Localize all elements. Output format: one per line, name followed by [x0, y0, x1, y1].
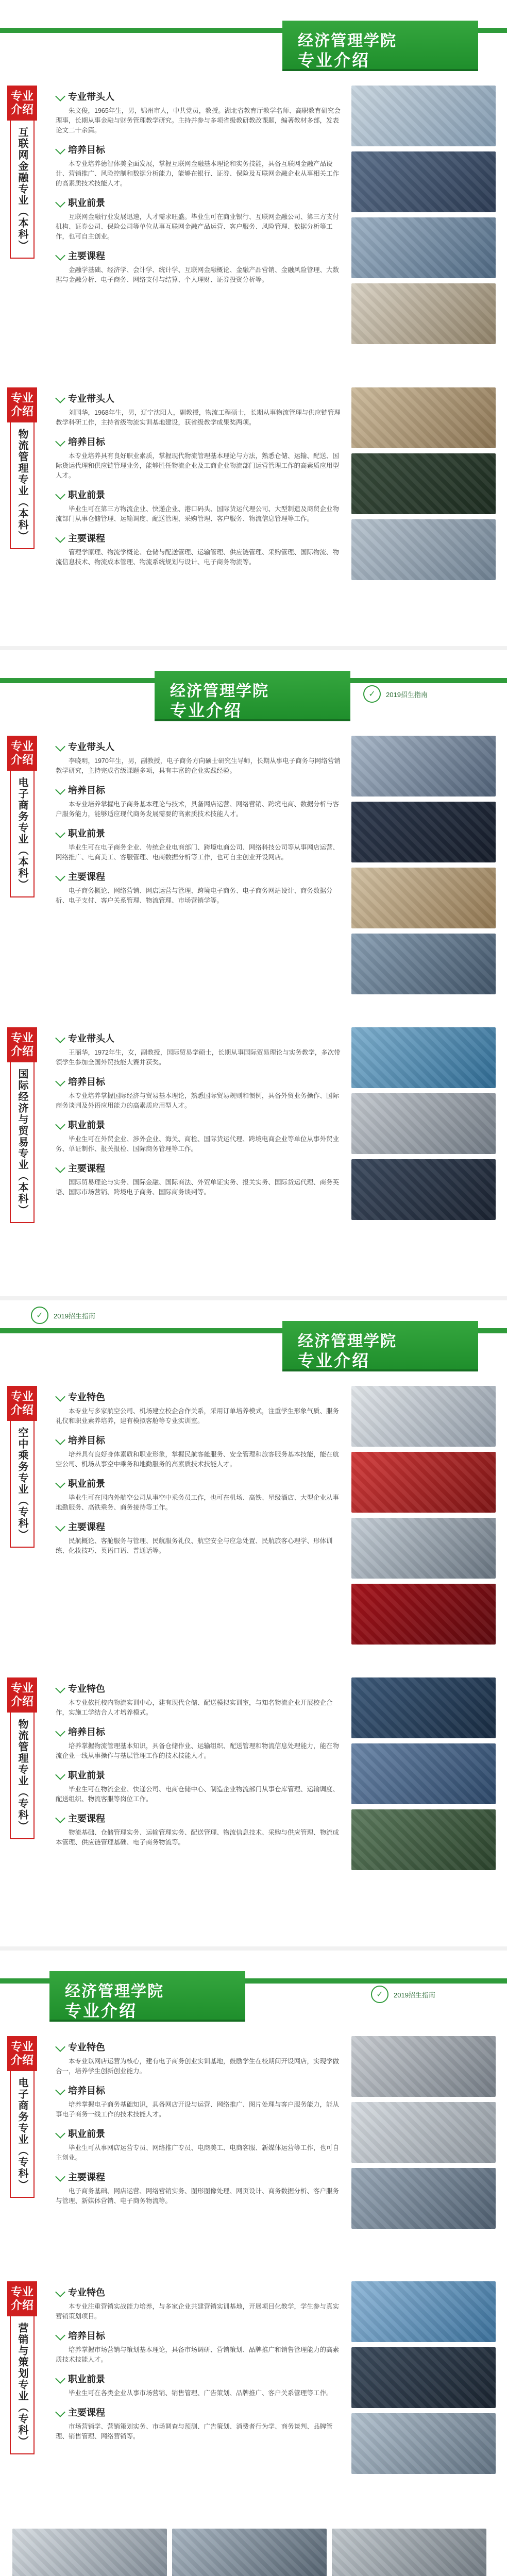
- footer-photo-row: [0, 2529, 507, 2576]
- major-content: [56, 740, 344, 906]
- subsection-header: [56, 2040, 344, 2054]
- photo: [351, 736, 496, 796]
- arrow-icon: [55, 828, 65, 838]
- subsection-header: [56, 1725, 344, 1738]
- photo-column: [351, 1027, 496, 1220]
- logo-text: 2019招生指南: [394, 1991, 435, 1999]
- subsection-text: 民航概论、客舱服务与管理、民航服务礼仪、航空安全与应急处置、民航旅客心理学、形体训练、化妆技巧、英语口语、普通话等。: [56, 1537, 333, 1554]
- subsection-header: [56, 2372, 344, 2385]
- banner: [0, 0, 507, 77]
- photo-column: [351, 1677, 496, 1870]
- tag-label: 专业介绍: [7, 1386, 37, 1421]
- subsection-title: 培养目标: [68, 145, 105, 155]
- subsection-text: 本专业依托校内物流实训中心，建有现代仓储、配送模拟实训室，与知名物流企业开展校企合作，实施工学结合人才培养模式。: [56, 1699, 333, 1716]
- subsection-text: 毕业生可从事网店运营专员、网络推广专员、电商美工、电商客服、新媒体运营等工作，也可自主创业。: [56, 2144, 340, 2161]
- arrow-icon: [55, 436, 65, 447]
- arrow-icon: [55, 1435, 65, 1445]
- subsection-header: [56, 783, 344, 796]
- major-tag: [7, 387, 37, 549]
- photo: [351, 2102, 496, 2163]
- arrow-icon: [55, 1120, 65, 1130]
- major-content: [56, 392, 344, 567]
- logo: [371, 1986, 435, 2003]
- banner-title-box: [49, 1971, 245, 2020]
- photo: [351, 1452, 496, 1513]
- banner: [0, 1300, 507, 1378]
- tag-label: 专业介绍: [7, 86, 37, 121]
- subsection-title: 职业前景: [68, 828, 105, 839]
- logo: [363, 685, 428, 703]
- subsection-text: 物流基础、仓储管理实务、运输管理实务、配送管理、物流信息技术、采购与供应管理、物流成本管理、供应链管理基础、电子商务物流等。: [56, 1829, 340, 1846]
- subsection-header: [56, 531, 344, 545]
- tag-label: 专业介绍: [7, 2281, 37, 2316]
- photo: [351, 2168, 496, 2229]
- arrow-icon: [55, 1076, 65, 1087]
- major-tag: [7, 736, 37, 897]
- photo: [351, 1386, 496, 1447]
- major-content: [56, 90, 344, 285]
- college-name: 经济管理学院: [298, 32, 397, 49]
- photo: [351, 802, 496, 862]
- photo: [351, 217, 496, 278]
- subsection-header: [56, 249, 344, 262]
- logo-text: 2019招生指南: [386, 690, 428, 699]
- subsection-title: 职业前景: [68, 2374, 105, 2384]
- photo-column: [351, 387, 496, 580]
- logo: [31, 1307, 95, 1324]
- photo: [351, 283, 496, 344]
- logo-icon: ✓: [363, 685, 381, 703]
- photo: [351, 519, 496, 580]
- subsection-title: 培养目标: [68, 1435, 105, 1446]
- subsection-text: 金融学基础、经济学、会计学、统计学、互联网金融概论、金融产品营销、金融风险管理、大数据与金融分析、电子商务、网络支付与结算、个人理财、证券投资分析等。: [56, 266, 340, 283]
- subsection-header: [56, 2329, 344, 2342]
- subsection-title: 主要课程: [68, 1522, 105, 1532]
- subsection-header: [56, 392, 344, 405]
- photo-column: [351, 1386, 496, 1645]
- arrow-icon: [55, 91, 65, 101]
- subsection-text: 本专业注重营销实战能力培养，与多家企业共建营销实训基地，开展项目化教学，学生参与真实营销策划项目。: [56, 2303, 340, 2320]
- subsection-header: [56, 1031, 344, 1045]
- subsection-title: 职业前景: [68, 2129, 105, 2139]
- major-name: 电子商务专业（专科）: [10, 2071, 35, 2198]
- subsection-header: [56, 1768, 344, 1782]
- major-tag: [7, 2036, 37, 2198]
- subsection-header: [56, 435, 344, 448]
- arrow-icon: [55, 197, 65, 208]
- major-block: [0, 1669, 507, 1951]
- photo: [351, 1093, 496, 1154]
- major-name: 空中乘务专业（专科）: [10, 1421, 35, 1548]
- tag-label: 专业介绍: [7, 736, 37, 771]
- arrow-icon: [55, 2172, 65, 2182]
- subsection-text: 毕业生可在电子商务企业、传统企业电商部门、跨境电商公司、网络科技公司等从事网店运营、网络推广、电商美工、客服管理、电商数据分析等工作，也可自主创业开设网店。: [56, 844, 340, 861]
- subsection-title: 专业带头人: [68, 394, 114, 404]
- photo: [351, 934, 496, 994]
- subsection-header: [56, 1118, 344, 1131]
- major-content: [56, 2040, 344, 2206]
- subsection-title: 主要课程: [68, 872, 105, 882]
- banner-heading: 专业介绍: [65, 2002, 138, 2020]
- arrow-icon: [55, 1726, 65, 1737]
- arrow-icon: [55, 2042, 65, 2052]
- major-name: 国际经济与贸易专业（本科）: [10, 1062, 35, 1223]
- subsection-title: 培养目标: [68, 2086, 105, 2096]
- banner-heading: 专业介绍: [298, 1351, 370, 1370]
- logo-icon: ✓: [371, 1986, 388, 2003]
- banner-heading: 专业介绍: [170, 701, 243, 720]
- subsection-text: 市场营销学、营销策划实务、市场调查与预测、广告策划、消费者行为学、商务谈判、品牌管理、销售管理、网络营销等。: [56, 2423, 333, 2440]
- subsection-title: 专业特色: [68, 2287, 105, 2298]
- subsection-title: 职业前景: [68, 1479, 105, 1489]
- subsection-text: 电子商务基础、网店运营、网络营销实务、图形图像处理、网页设计、商务数据分析、客户服务与管理、新媒体营销、电子商务物流等。: [56, 2188, 340, 2205]
- college-name: 经济管理学院: [65, 1983, 164, 2000]
- subsection-text: 刘国华，1968年生，男，辽宁沈阳人，副教授，物流工程硕士，长期从事物流管理与供应链管理教学科研工作，主持省级物流实训基地建设，获省级教学成果奖两项。: [56, 409, 341, 426]
- subsection-header: [56, 1433, 344, 1447]
- photo: [351, 151, 496, 212]
- subsection-header: [56, 870, 344, 883]
- subsection-title: 职业前景: [68, 1120, 105, 1130]
- major-block: [0, 379, 507, 650]
- arrow-icon: [55, 533, 65, 543]
- arrow-icon: [55, 2330, 65, 2341]
- subsection-text: 本专业培养德智体美全面发展，掌握互联网金融基本理论和实务技能，具备互联网金融产品设计、营销推广、风险控制和数据分析能力，能够在银行、证券、保险及互联网金融企业从事相关工作的高素质技术技能人才。: [56, 160, 340, 187]
- subsection-text: 培养具有良好身体素质和职业形象，掌握民航客舱服务、安全管理和旅客服务基本技能，能在航空公司、机场从事空中乘务和地勤服务的高素质技术技能人才。: [56, 1451, 340, 1468]
- photo: [351, 1159, 496, 1220]
- college-name: 经济管理学院: [170, 683, 269, 700]
- arrow-icon: [55, 1478, 65, 1488]
- arrow-icon: [55, 2407, 65, 2417]
- subsection-text: 毕业生可在国内外航空公司从事空中乘务员工作，也可在机场、高铁、星级酒店、大型企业从事地勤服务、高铁乘务、商务接待等工作。: [56, 1494, 340, 1511]
- arrow-icon: [55, 1770, 65, 1780]
- subsection-text: 李晓明，1970年生，男，副教授，电子商务方向硕士研究生导师，长期从事电子商务与网络营销教学研究，主持完成省级课题多项，具有丰富的企业实践经验。: [56, 757, 341, 774]
- subsection-header: [56, 1477, 344, 1490]
- subsection-header: [56, 488, 344, 501]
- subsection-title: 主要课程: [68, 1814, 105, 1824]
- logo-text: 2019招生指南: [54, 1312, 95, 1320]
- banner: [0, 650, 507, 727]
- subsection-text: 毕业生可在外贸企业、涉外企业、海关、商检、国际货运代理、跨境电商企业等单位从事外贸业务、单证制作、报关报检、国际商务管理等工作。: [56, 1136, 340, 1153]
- subsection-title: 培养目标: [68, 437, 105, 447]
- subsection-text: 管理学原理、物流学概论、仓储与配送管理、运输管理、供应链管理、采购管理、国际物流、物流信息技术、物流成本管理、物流系统规划与设计、电子商务物流等。: [56, 549, 340, 566]
- arrow-icon: [55, 1521, 65, 1532]
- arrow-icon: [55, 871, 65, 882]
- photo: [351, 2036, 496, 2097]
- arrow-icon: [55, 741, 65, 752]
- subsection-text: 本专业培养掌握国际经济与贸易基本理论，熟悉国际贸易规则和惯例，具备外贸业务操作、国际商务谈判及外语应用能力的高素质应用型人才。: [56, 1092, 340, 1109]
- photo: [351, 1743, 496, 1804]
- subsection-header: [56, 1811, 344, 1825]
- subsection-text: 本专业以网店运营为核心，建有电子商务创业实训基地，鼓励学生在校期间开设网店，实现学做合一，培养学生创新创业能力。: [56, 2058, 340, 2075]
- subsection-text: 毕业生可在各类企业从事市场营销、销售管理、广告策划、品牌推广、客户关系管理等工作。: [69, 2389, 333, 2397]
- subsection-text: 国际贸易理论与实务、国际金融、国际商法、外贸单证实务、报关实务、国际货运代理、商务英语、国际市场营销、跨境电子商务、国际商务谈判等。: [56, 1179, 340, 1196]
- subsection-text: 培养掌握市场营销与策划基本理论，具备市场调研、营销策划、品牌推广和销售管理能力的高素质技术技能人才。: [56, 2346, 340, 2363]
- major-block: [0, 2273, 507, 2529]
- photo: [351, 86, 496, 146]
- photo: [172, 2529, 327, 2576]
- tag-label: 专业介绍: [7, 387, 37, 422]
- arrow-icon: [55, 2287, 65, 2297]
- subsection-text: 培养掌握物流管理基本知识，具备仓储作业、运输组织、配送管理和物流信息处理能力，能在物流企业一线从事操作与基层管理工作的技术技能人才。: [56, 1742, 340, 1759]
- subsection-text: 朱文俊，1965年生，男，锦州市人，中共党员，教授。湖北省教育厅教学名师、高职教育研究会理事，长期从事金融与财务管理教学研究。主持并参与多项省级教研教改课题，编著教材多部，发表论文二十余篇。: [56, 107, 341, 134]
- photo: [351, 1584, 496, 1645]
- subsection-text: 毕业生可在物流企业、快递公司、电商仓储中心、制造企业物流部门从事仓库管理、运输调度、配送组织、物流客服等岗位工作。: [56, 1786, 340, 1803]
- major-block: [0, 77, 507, 379]
- subsection-text: 电子商务概论、网络营销、网店运营与管理、跨境电子商务、电子商务网站设计、商务数据分析、电子支付、客户关系管理、物流管理、市场营销学等。: [56, 887, 333, 904]
- photo: [351, 2347, 496, 2408]
- banner-heading: 专业介绍: [298, 51, 370, 70]
- banner: [0, 1951, 507, 2028]
- subsection-title: 专业带头人: [68, 1033, 114, 1044]
- subsection-title: 培养目标: [68, 1077, 105, 1087]
- major-name: 电子商务专业（本科）: [10, 771, 35, 897]
- subsection-header: [56, 1682, 344, 1695]
- subsection-header: [56, 1161, 344, 1175]
- photo: [351, 868, 496, 928]
- photo-column: [351, 736, 496, 994]
- subsection-header: [56, 2405, 344, 2419]
- tag-label: 专业介绍: [7, 2036, 37, 2071]
- subsection-header: [56, 740, 344, 753]
- subsection-header: [56, 2170, 344, 2183]
- arrow-icon: [55, 144, 65, 155]
- subsection-text: 培养掌握电子商务基础知识，具备网店开设与运营、网络推广、图片处理与客户服务能力，能从事电子商务一线工作的技术技能人才。: [56, 2101, 340, 2118]
- subsection-title: 主要课程: [68, 1163, 105, 1174]
- subsection-header: [56, 2285, 344, 2299]
- tag-label: 专业介绍: [7, 1027, 37, 1062]
- arrow-icon: [55, 2374, 65, 2384]
- major-tag: [7, 1677, 37, 1839]
- college-name: 经济管理学院: [298, 1333, 397, 1350]
- arrow-icon: [55, 1163, 65, 1173]
- subsection-title: 培养目标: [68, 2331, 105, 2341]
- subsection-header: [56, 1520, 344, 1533]
- major-content: [56, 2285, 344, 2442]
- subsection-title: 培养目标: [68, 1727, 105, 1737]
- photo-column: [351, 2036, 496, 2229]
- arrow-icon: [55, 1392, 65, 1402]
- subsection-title: 专业特色: [68, 1392, 105, 1402]
- major-name: 物流管理专业（专科）: [10, 1713, 35, 1839]
- photo: [332, 2529, 486, 2576]
- major-tag: [7, 86, 37, 259]
- subsection-title: 专业带头人: [68, 742, 114, 752]
- banner-title-box: [282, 1321, 478, 1369]
- photo: [351, 1518, 496, 1579]
- subsection-header: [56, 143, 344, 156]
- major-content: [56, 1682, 344, 1848]
- major-content: [56, 1031, 344, 1197]
- major-tag: [7, 1027, 37, 1223]
- tag-label: 专业介绍: [7, 1677, 37, 1713]
- arrow-icon: [55, 1683, 65, 1693]
- photo: [351, 2281, 496, 2342]
- subsection-header: [56, 1075, 344, 1088]
- arrow-icon: [55, 785, 65, 795]
- subsection-title: 主要课程: [68, 251, 105, 261]
- subsection-title: 主要课程: [68, 2172, 105, 2182]
- photo: [351, 1027, 496, 1088]
- subsection-title: 专业特色: [68, 2042, 105, 2053]
- arrow-icon: [55, 393, 65, 403]
- major-name: 营销与策划专业（专科）: [10, 2316, 35, 2454]
- subsection-title: 培养目标: [68, 785, 105, 795]
- subsection-header: [56, 90, 344, 103]
- section-2: [0, 650, 507, 1300]
- major-block: [0, 2028, 507, 2273]
- major-block: [0, 1378, 507, 1669]
- section-1: [0, 0, 507, 650]
- subsection-title: 专业特色: [68, 1684, 105, 1694]
- photo: [351, 2413, 496, 2474]
- photo: [351, 1809, 496, 1870]
- major-tag: [7, 1386, 37, 1548]
- subsection-text: 本专业与多家航空公司、机场建立校企合作关系，采用订单培养模式，注重学生形象气质、服务礼仪和职业素养培养，建有模拟客舱等专业实训室。: [56, 1408, 340, 1425]
- major-name: 物流管理专业（本科）: [10, 422, 35, 549]
- arrow-icon: [55, 489, 65, 500]
- arrow-icon: [55, 1813, 65, 1823]
- major-name: 互联网金融专业（本科）: [10, 121, 35, 259]
- photo: [351, 387, 496, 448]
- subsection-title: 专业带头人: [68, 92, 114, 102]
- logo-icon: ✓: [31, 1307, 48, 1324]
- subsection-title: 职业前景: [68, 490, 105, 500]
- subsection-title: 职业前景: [68, 1770, 105, 1781]
- subsection-title: 主要课程: [68, 2408, 105, 2418]
- subsection-title: 职业前景: [68, 198, 105, 208]
- photo: [351, 1677, 496, 1738]
- banner-title-box: [155, 671, 350, 719]
- subsection-text: 互联网金融行业发展迅速，人才需求旺盛。毕业生可在商业银行、互联网金融公司、第三方支付机构、证券公司、保险公司等单位从事互联网金融产品运营、客户服务、风险管理、数据分析等工作，也可自主创业。: [56, 213, 340, 240]
- major-tag: [7, 2281, 37, 2454]
- subsection-header: [56, 1390, 344, 1403]
- major-block: [0, 727, 507, 1019]
- arrow-icon: [55, 2085, 65, 2095]
- major-content: [56, 1390, 344, 1556]
- subsection-text: 毕业生可在第三方物流企业、快递企业、港口码头、国际货运代理公司、大型制造及商贸企业物流部门从事仓储管理、运输调度、配送管理、采购管理、客户服务、物流信息管理等工作。: [56, 505, 340, 522]
- subsection-title: 主要课程: [68, 533, 105, 544]
- subsection-header: [56, 2083, 344, 2097]
- photo: [12, 2529, 167, 2576]
- subsection-header: [56, 196, 344, 209]
- section-3: [0, 1300, 507, 1951]
- subsection-text: 本专业培养具有良好职业素质，掌握现代物流管理基本理论与方法，熟悉仓储、运输、配送、国际货运代理和供应链管理业务，能够胜任物流企业及工商企业物流部门运营管理工作的高素质应用型人才。: [56, 452, 340, 479]
- subsection-header: [56, 826, 344, 840]
- arrow-icon: [55, 250, 65, 261]
- section-4: [0, 1951, 507, 2576]
- arrow-icon: [55, 2128, 65, 2139]
- subsection-text: 本专业培养掌握电子商务基本理论与技术，具备网店运营、网络营销、跨境电商、数据分析与客户服务能力，能够适应现代商务发展需要的高素质技术技能人才。: [56, 801, 340, 818]
- subsection-header: [56, 2127, 344, 2140]
- subsection-text: 王丽华，1972年生，女，副教授，国际贸易学硕士，长期从事国际贸易理论与实务教学，多次带领学生参加全国外贸技能大赛并获奖。: [56, 1049, 341, 1066]
- banner-title-box: [282, 21, 478, 69]
- photo-column: [351, 86, 496, 344]
- major-block: [0, 1019, 507, 1300]
- arrow-icon: [55, 1033, 65, 1043]
- photo: [351, 453, 496, 514]
- photo-column: [351, 2281, 496, 2474]
